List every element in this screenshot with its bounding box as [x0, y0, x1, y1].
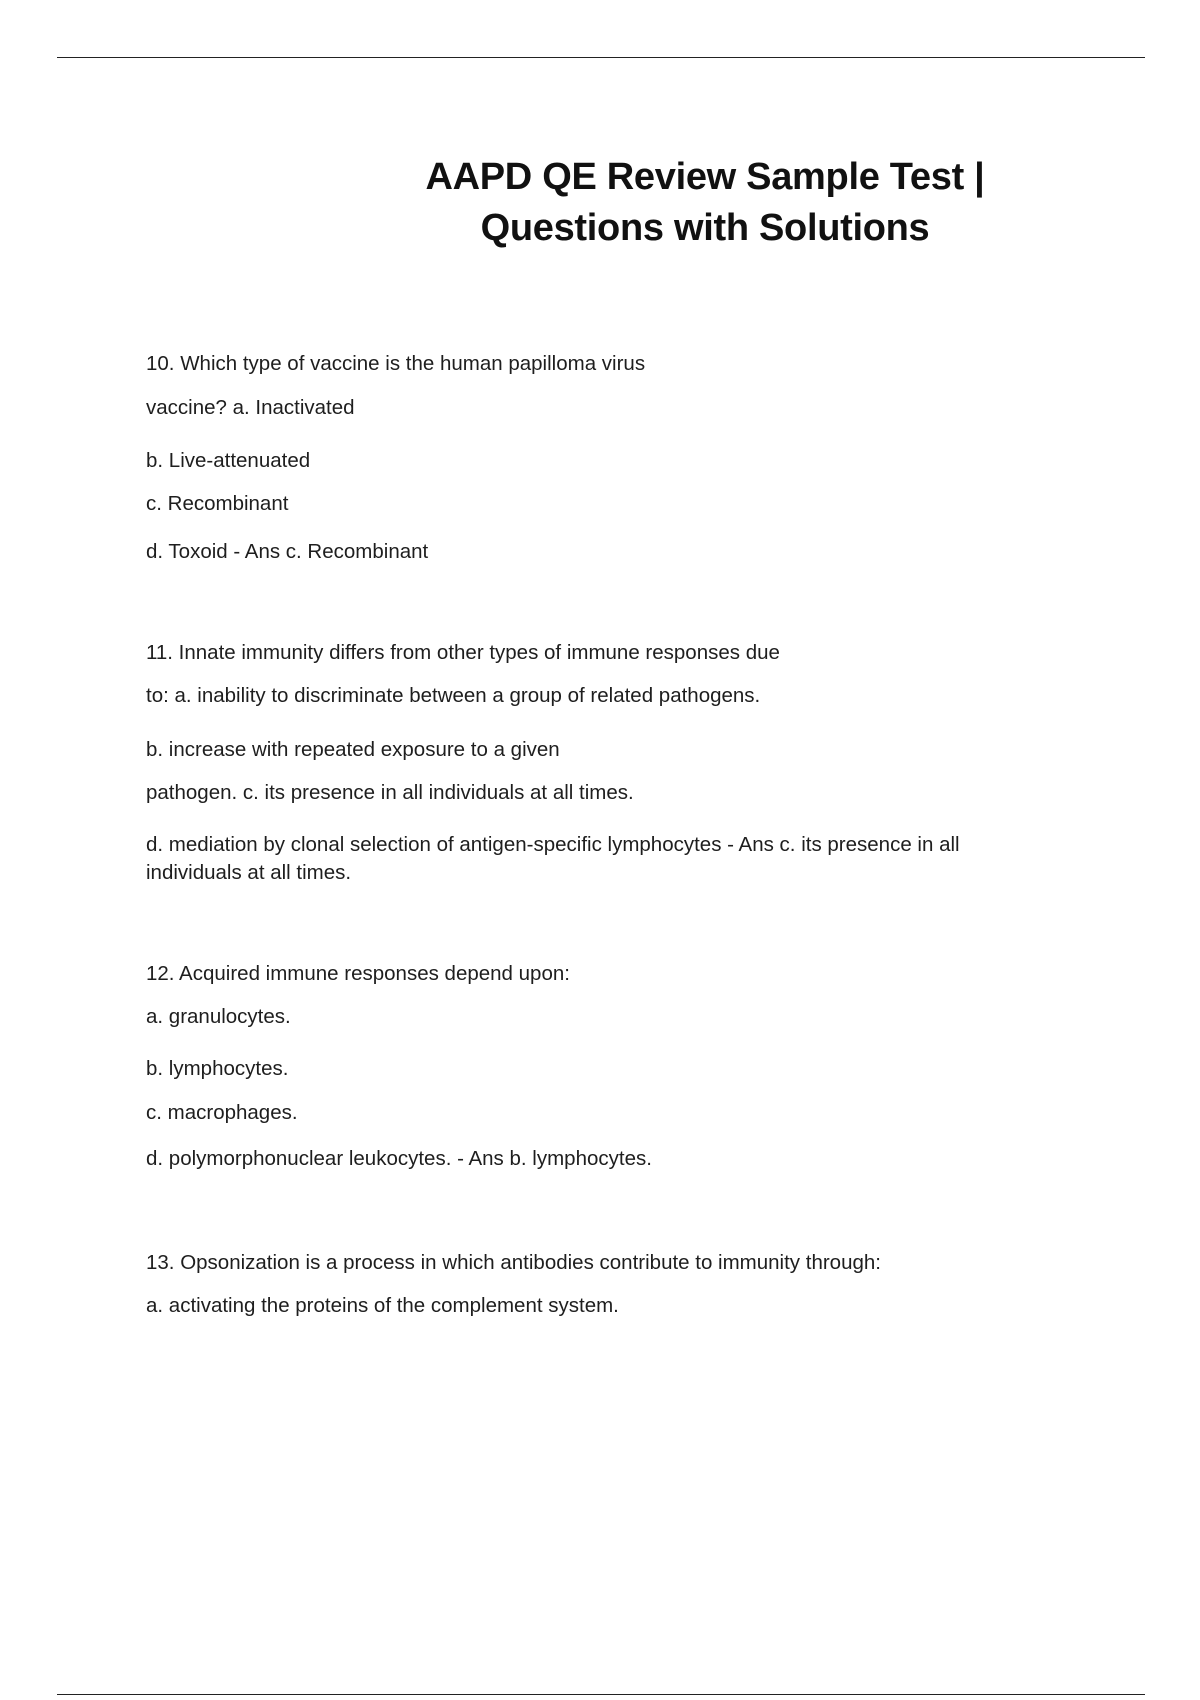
question-11-option-a: to: a. inability to discriminate between a group of related pathogens. — [146, 684, 761, 707]
question-11-stem: 11. Innate immunity differs from other types of immune responses due — [146, 641, 780, 664]
question-12-option-b: b. lymphocytes. — [146, 1057, 289, 1080]
question-10-option-c: c. Recombinant — [146, 492, 289, 515]
question-12-stem: 12. Acquired immune responses depend upon: — [146, 962, 570, 985]
question-12-option-c: c. macrophages. — [146, 1101, 298, 1124]
question-10-stem: 10. Which type of vaccine is the human papilloma virus — [146, 352, 646, 375]
title-line-1: AAPD QE Review Sample Test | — [425, 156, 985, 198]
question-12-option-a: a. granulocytes. — [146, 1005, 291, 1028]
header-rule — [57, 57, 1145, 58]
question-12-option-d-answer: d. polymorphonuclear leukocytes. - Ans b. lymphocytes. — [146, 1147, 652, 1170]
question-11-option-c: pathogen. c. its presence in all individuals at all times. — [146, 781, 634, 804]
question-13-stem: 13. Opsonization is a process in which antibodies contribute to immunity through: — [146, 1251, 881, 1274]
question-10-option-a: vaccine? a. Inactivated — [146, 396, 355, 419]
question-10-option-d-answer: d. Toxoid - Ans c. Recombinant — [146, 540, 429, 563]
question-11-option-d-answer: d. mediation by clonal selection of antigen-specific lymphocytes - Ans c. its presence in all individuals at all times. — [146, 833, 960, 884]
question-11-option-b: b. increase with repeated exposure to a given — [146, 738, 560, 761]
question-13-option-a: a. activating the proteins of the complement system. — [146, 1294, 619, 1317]
question-10-option-b: b. Live-attenuated — [146, 449, 311, 472]
page-title — [400, 152, 1010, 254]
footer-rule — [57, 1694, 1145, 1695]
title-line-2: Questions with Solutions — [480, 207, 930, 249]
